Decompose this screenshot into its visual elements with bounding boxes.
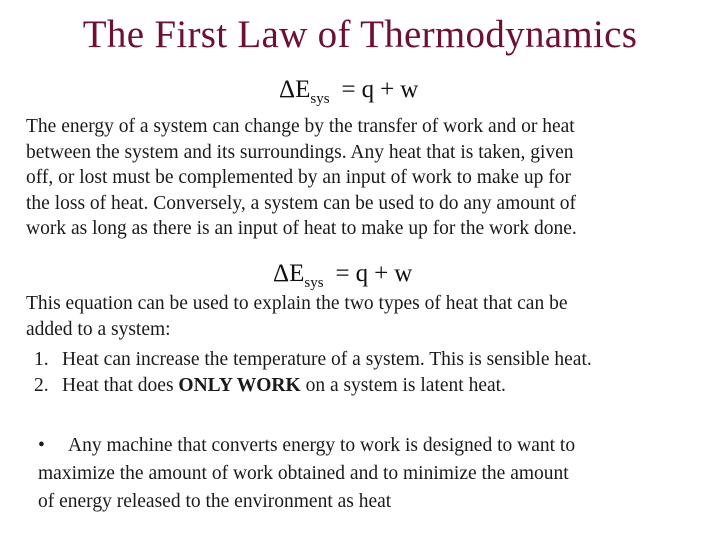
list-number: 1.	[34, 349, 49, 370]
paragraph-line: The energy of a system can change by the transfer of work and or heat	[26, 116, 575, 137]
paragraph-line: added to a system:	[26, 318, 171, 340]
slide-title: The First Law of Thermodynamics	[82, 13, 638, 56]
heat-types-list	[34, 347, 714, 399]
paragraph-line: the loss of heat. Conversely, a system can be used to do any amount of	[26, 192, 577, 214]
equation-plus: +	[380, 76, 395, 103]
equation-delta-e: ΔE	[273, 260, 305, 287]
bullet-line: of energy released to the environment as heat	[38, 491, 392, 512]
list-text-prefix: Heat that does	[62, 375, 179, 396]
bullet-line: maximize the amount of work obtained and to minimize the amount	[38, 463, 569, 484]
equation-subscript: sys	[304, 275, 324, 291]
paragraph-line: This equation can be used to explain the two types of heat that can be	[26, 293, 568, 314]
equation-w: w	[400, 76, 419, 103]
heat-types-paragraph	[26, 291, 716, 342]
bullet-text: Any machine that converts energy to work is designed to want to	[68, 435, 576, 456]
equation-q: q	[361, 76, 375, 103]
list-number: 2.	[34, 375, 49, 396]
equation-equals: =	[335, 260, 350, 287]
equation-delta-e: ΔE	[279, 76, 311, 103]
machine-bullet-paragraph	[38, 432, 714, 516]
equation-top	[279, 75, 418, 114]
list-item-sensible-heat	[34, 347, 714, 373]
list-text: Heat can increase the temperature of a system. This is sensible heat.	[62, 349, 592, 370]
paragraph-line: off, or lost must be complemented by an input of work to make up for	[26, 167, 571, 188]
paragraph-line: between the system and its surroundings. Any heat that is taken, given	[26, 141, 574, 163]
paragraph-line: work as long as there is an input of heat to make up for the work done.	[26, 218, 577, 239]
list-text-bold: ONLY WORK	[178, 375, 301, 396]
list-item-latent-heat	[34, 373, 714, 399]
bullet-dot-icon: •	[38, 435, 45, 456]
energy-transfer-paragraph	[26, 114, 716, 242]
equation-equals: =	[341, 76, 356, 103]
bullet-line	[38, 432, 714, 460]
equation-plus: +	[374, 260, 389, 287]
equation-q: q	[355, 260, 369, 287]
equation-w: w	[394, 260, 413, 287]
list-text-suffix: on a system is latent heat.	[300, 375, 506, 396]
equation-subscript: sys	[310, 91, 330, 107]
